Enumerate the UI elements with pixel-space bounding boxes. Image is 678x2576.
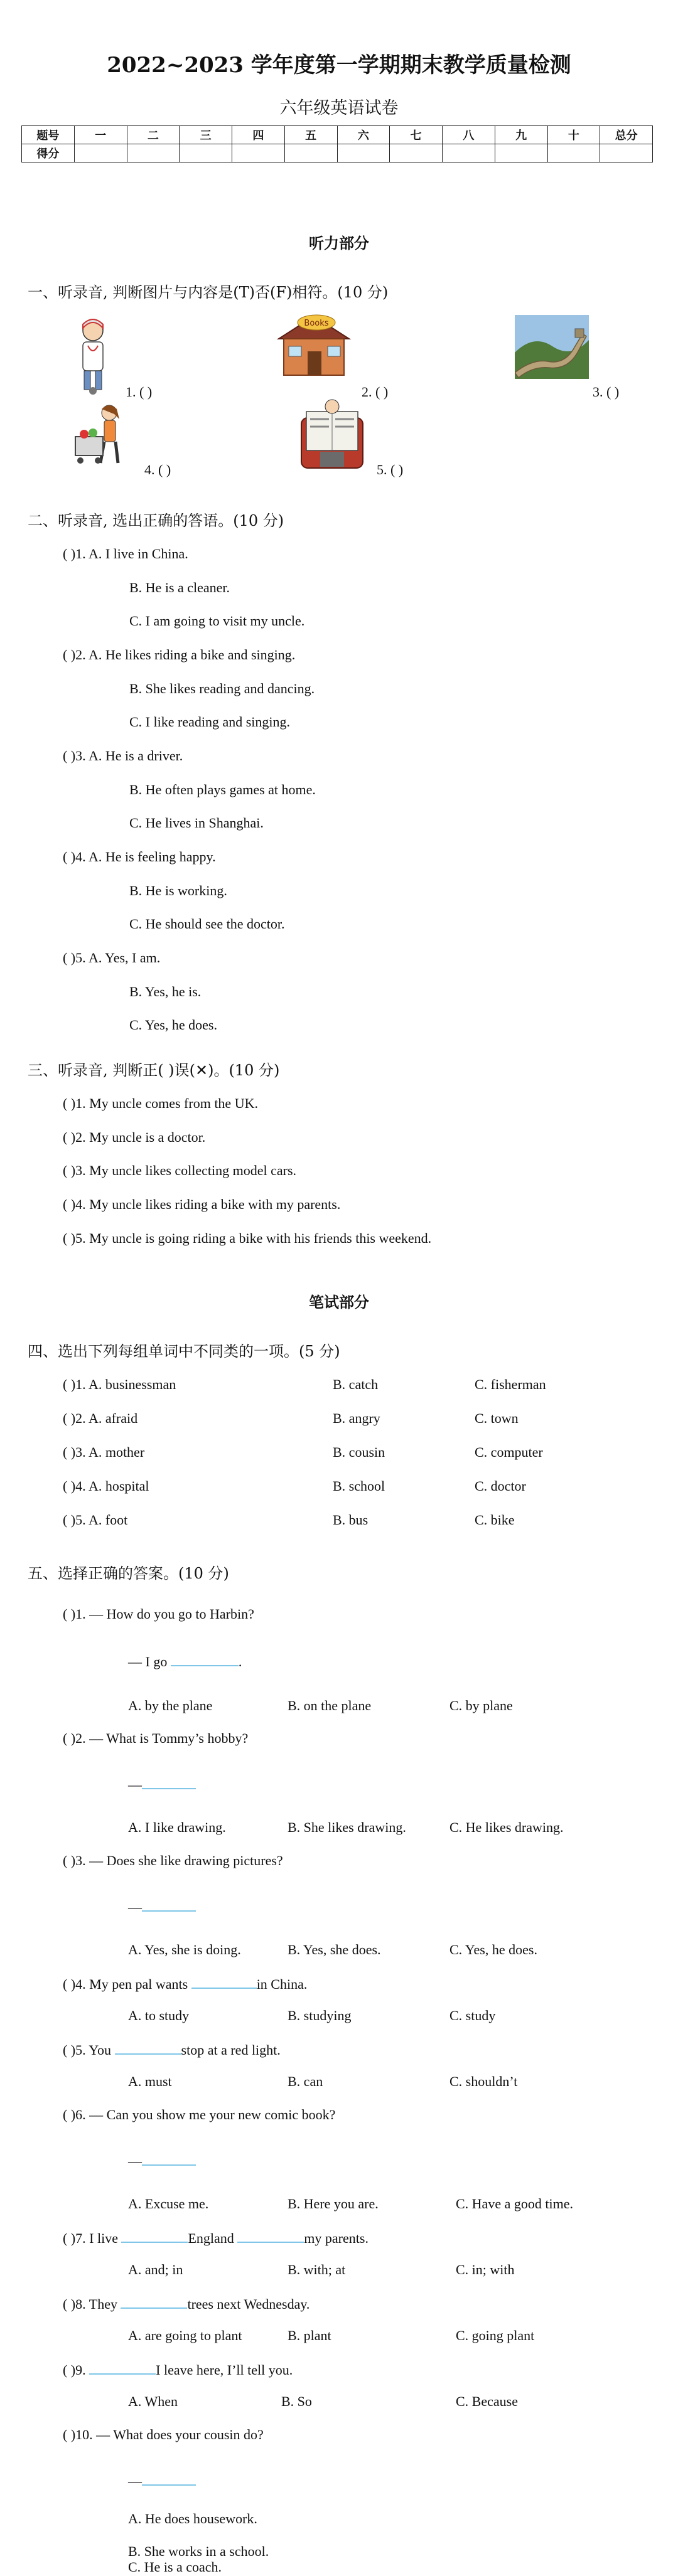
s5-option[interactable]: A. He does housework. <box>128 2511 257 2526</box>
score-input-cell[interactable] <box>600 144 653 162</box>
picture-great-wall <box>515 315 589 379</box>
score-table-cell: 五 <box>284 126 337 144</box>
section-4-heading: 四、选出下列每组单词中不同类的一项。(5 分) <box>28 1343 340 1360</box>
s5-option[interactable]: A. and; in <box>128 2262 183 2277</box>
score-table-cell: 题号 <box>22 126 75 144</box>
s5-question-1[interactable]: ( )1. — How do you go to Harbin? <box>63 1606 254 1622</box>
s4-question-4[interactable]: ( )4. A. hospital <box>63 1478 149 1494</box>
s5-answer-prefix: — <box>128 1899 142 1915</box>
s5-option[interactable]: A. Excuse me. <box>128 2196 209 2211</box>
s2-option[interactable]: B. He often plays games at home. <box>129 782 316 797</box>
score-table-cell: 六 <box>337 126 390 144</box>
s4-option[interactable]: C. computer <box>475 1444 543 1460</box>
s2-option[interactable]: B. Yes, he is. <box>129 984 202 999</box>
s4-option[interactable]: B. bus <box>333 1512 369 1528</box>
s1-item-5[interactable]: 5. ( ) <box>377 462 404 477</box>
s4-option[interactable]: B. school <box>333 1478 385 1494</box>
score-input-cell[interactable] <box>443 144 495 162</box>
score-table-cell: 二 <box>127 126 180 144</box>
s5-question-4[interactable] <box>63 1975 307 1993</box>
picture-reading-man <box>295 399 369 469</box>
s5-option[interactable]: B. She works in a school. <box>128 2543 269 2559</box>
s5-option[interactable]: B. Yes, she does. <box>288 1942 381 1957</box>
s5-stem-part: ( )4. My pen pal wants <box>63 1976 188 1992</box>
score-input-cell[interactable] <box>74 144 127 162</box>
s5-stem-part: ( )7. I live <box>63 2230 118 2246</box>
s5-option[interactable]: C. He likes drawing. <box>449 1819 564 1835</box>
s5-option[interactable]: C. Yes, he does. <box>449 1942 537 1957</box>
score-input-cell[interactable] <box>127 144 180 162</box>
answer-blank[interactable] <box>171 1653 239 1666</box>
s5-option[interactable]: A. When <box>128 2393 178 2409</box>
score-table <box>21 125 653 162</box>
s2-question-3[interactable]: ( )3. A. He is a driver. <box>63 748 183 764</box>
s5-option[interactable] <box>128 2559 222 2575</box>
s4-question-2[interactable]: ( )2. A. afraid <box>63 1410 138 1426</box>
s4-option[interactable]: C. town <box>475 1410 519 1426</box>
s5-option[interactable]: B. with; at <box>288 2262 346 2277</box>
s1-item-1[interactable]: 1. ( ) <box>126 384 153 400</box>
s3-statement-4[interactable]: ( )4. My uncle likes riding a bike with my parents. <box>63 1196 341 1212</box>
s5-option[interactable]: C. study <box>449 2008 496 2023</box>
s5-answer-prefix: — <box>128 2153 142 2169</box>
answer-blank[interactable] <box>121 2295 187 2309</box>
answer-blank[interactable] <box>142 2472 196 2486</box>
s5-option[interactable]: C. Have a good time. <box>456 2196 573 2211</box>
s2-option[interactable]: C. I like reading and singing. <box>129 714 291 730</box>
score-table-cell: 一 <box>74 126 127 144</box>
s2-option[interactable]: C. He lives in Shanghai. <box>129 815 264 831</box>
written-part-title: 笔试部分 <box>309 1293 369 1311</box>
score-input-cell[interactable] <box>495 144 547 162</box>
s5-option[interactable]: A. Yes, she is doing. <box>128 1942 241 1957</box>
s5-option-text: C. He is a coach. <box>128 2559 222 2575</box>
score-table-cell: 四 <box>232 126 285 144</box>
s5-answer-line <box>128 1898 196 1915</box>
s5-answer-prefix: — <box>128 2473 142 2489</box>
s5-answer-prefix: — <box>128 1777 142 1792</box>
score-table-header-row <box>22 126 653 144</box>
s4-question-5[interactable]: ( )5. A. foot <box>63 1512 128 1528</box>
s3-statement-5[interactable]: ( )5. My uncle is going riding a bike with his friends this weekend. <box>63 1230 432 1246</box>
s5-option[interactable]: B. Here you are. <box>288 2196 379 2211</box>
s5-option[interactable]: A. are going to plant <box>128 2328 242 2343</box>
s5-stem-part: ( )5. You <box>63 2042 112 2058</box>
score-input-cell[interactable] <box>337 144 390 162</box>
score-table-cell: 九 <box>495 126 547 144</box>
exam-subtitle: 六年级英语试卷 <box>279 98 399 118</box>
s3-statement-2[interactable]: ( )2. My uncle is a doctor. <box>63 1129 206 1145</box>
s2-option[interactable]: B. He is working. <box>129 883 227 898</box>
s5-question-2[interactable]: ( )2. — What is Tommy’s hobby? <box>63 1730 249 1746</box>
s5-stem-part: my parents. <box>304 2230 369 2246</box>
s5-answer-line <box>128 1775 196 1793</box>
s5-stem-part: England <box>188 2230 234 2246</box>
s5-option[interactable]: A. to study <box>128 2008 190 2023</box>
s2-option[interactable]: C. Yes, he does. <box>129 1017 217 1033</box>
s5-option[interactable]: B. can <box>288 2073 323 2089</box>
s5-option[interactable]: C. in; with <box>456 2262 515 2277</box>
answer-blank[interactable] <box>142 1898 196 1912</box>
s3-statement-1[interactable]: ( )1. My uncle comes from the UK. <box>63 1095 258 1111</box>
s5-option[interactable]: B. studying <box>288 2008 352 2023</box>
section-1-heading: 一、听录音, 判断图片与内容是(T)否(F)相符。(10 分) <box>28 284 389 301</box>
s5-stem-part: ( )9. <box>63 2362 86 2378</box>
s4-option[interactable]: B. cousin <box>333 1444 385 1460</box>
answer-blank[interactable] <box>115 2041 181 2055</box>
s5-option[interactable]: B. So <box>281 2393 312 2409</box>
s1-item-4[interactable]: 4. ( ) <box>144 462 171 477</box>
answer-blank[interactable] <box>191 1975 257 1989</box>
s5-stem-part: I leave here, I’ll tell you. <box>156 2362 293 2378</box>
s5-answer-line <box>128 1653 242 1670</box>
s2-option[interactable]: C. I am going to visit my uncle. <box>129 613 305 629</box>
s2-option[interactable]: B. She likes reading and dancing. <box>129 681 315 696</box>
picture-shopping-girl <box>72 403 133 477</box>
picture-doctor-boy <box>70 317 116 396</box>
score-table-cell: 得分 <box>22 144 75 162</box>
score-input-cell[interactable] <box>232 144 285 162</box>
s5-answer-line <box>128 2152 196 2169</box>
answer-blank[interactable] <box>237 2229 304 2243</box>
s4-option[interactable]: C. bike <box>475 1512 515 1528</box>
s5-stem-part: ( )8. They <box>63 2296 117 2312</box>
s2-question-1[interactable]: ( )1. A. I live in China. <box>63 546 188 562</box>
s4-option[interactable]: C. fisherman <box>475 1376 546 1392</box>
s5-stem-part: stop at a red light. <box>181 2042 281 2058</box>
section-3-heading: 三、听录音, 判断正( )误(✕)。(10 分) <box>28 1062 280 1079</box>
s4-option[interactable]: B. catch <box>333 1376 379 1392</box>
s5-answer-suffix: . <box>238 1654 242 1669</box>
s2-question-5[interactable]: ( )5. A. Yes, I am. <box>63 950 161 966</box>
score-table-cell: 七 <box>390 126 443 144</box>
s4-question-1[interactable]: ( )1. A. businessman <box>63 1376 176 1392</box>
section-5-heading: 五、选择正确的答案。(10 分) <box>28 1565 229 1582</box>
exam-title: 2022~2023 学年度第一学期期末教学质量检测 <box>107 53 571 78</box>
s5-option[interactable]: C. by plane <box>449 1698 513 1713</box>
s5-question-5[interactable] <box>63 2041 281 2058</box>
s5-answer-prefix: — I go <box>128 1654 168 1669</box>
answer-blank[interactable] <box>142 2152 196 2166</box>
score-input-cell[interactable] <box>547 144 600 162</box>
s5-question-9[interactable] <box>63 2361 293 2378</box>
s3-statement-3[interactable]: ( )3. My uncle likes collecting model cars. <box>63 1163 297 1178</box>
listening-part-title: 听力部分 <box>309 234 369 252</box>
s4-option[interactable]: C. doctor <box>475 1478 526 1494</box>
s5-option[interactable]: A. by the plane <box>128 1698 213 1713</box>
s2-option[interactable]: B. He is a cleaner. <box>129 580 230 595</box>
s5-question-8[interactable] <box>63 2295 309 2313</box>
s1-item-2[interactable]: 2. ( ) <box>362 384 389 400</box>
score-input-cell[interactable] <box>284 144 337 162</box>
score-table-cell: 十 <box>547 126 600 144</box>
s5-question-7[interactable] <box>63 2229 369 2247</box>
s4-option[interactable]: B. angry <box>333 1410 380 1426</box>
score-table-cell: 三 <box>180 126 232 144</box>
s5-option[interactable]: A. must <box>128 2073 172 2089</box>
section-2-heading: 二、听录音, 选出正确的答语。(10 分) <box>28 512 284 530</box>
answer-blank[interactable] <box>142 1775 196 1789</box>
s2-question-2[interactable]: ( )2. A. He likes riding a bike and singing. <box>63 647 296 663</box>
s2-option[interactable]: C. He should see the doctor. <box>129 916 285 932</box>
s5-question-10[interactable]: ( )10. — What does your cousin do? <box>63 2427 264 2442</box>
s4-question-3[interactable]: ( )3. A. mother <box>63 1444 145 1460</box>
s5-answer-line <box>128 2472 196 2489</box>
svg-text:Books: Books <box>304 319 329 328</box>
answer-blank[interactable] <box>121 2229 188 2243</box>
s5-option[interactable]: B. on the plane <box>288 1698 372 1713</box>
s2-question-4[interactable]: ( )4. A. He is feeling happy. <box>63 849 216 865</box>
score-table-cell: 八 <box>443 126 495 144</box>
answer-blank[interactable] <box>89 2361 156 2375</box>
s5-question-3[interactable]: ( )3. — Does she like drawing pictures? <box>63 1853 283 1868</box>
score-input-cell[interactable] <box>390 144 443 162</box>
s5-option[interactable]: B. plant <box>288 2328 331 2343</box>
s5-stem-part: trees next Wednesday. <box>187 2296 310 2312</box>
picture-bookstore <box>275 310 353 379</box>
score-table-score-row <box>22 144 653 162</box>
s5-option[interactable]: C. shouldn’t <box>449 2073 518 2089</box>
s5-option[interactable]: A. I like drawing. <box>128 1819 226 1835</box>
s5-question-6[interactable]: ( )6. — Can you show me your new comic book? <box>63 2107 336 2122</box>
s5-stem-part: in China. <box>256 1976 308 1992</box>
score-input-cell[interactable] <box>180 144 232 162</box>
s5-option[interactable]: B. She likes drawing. <box>288 1819 406 1835</box>
s1-item-3[interactable]: 3. ( ) <box>593 384 620 400</box>
s5-option[interactable]: C. going plant <box>456 2328 535 2343</box>
score-table-cell: 总分 <box>600 126 653 144</box>
s5-option[interactable]: C. Because <box>456 2393 518 2409</box>
